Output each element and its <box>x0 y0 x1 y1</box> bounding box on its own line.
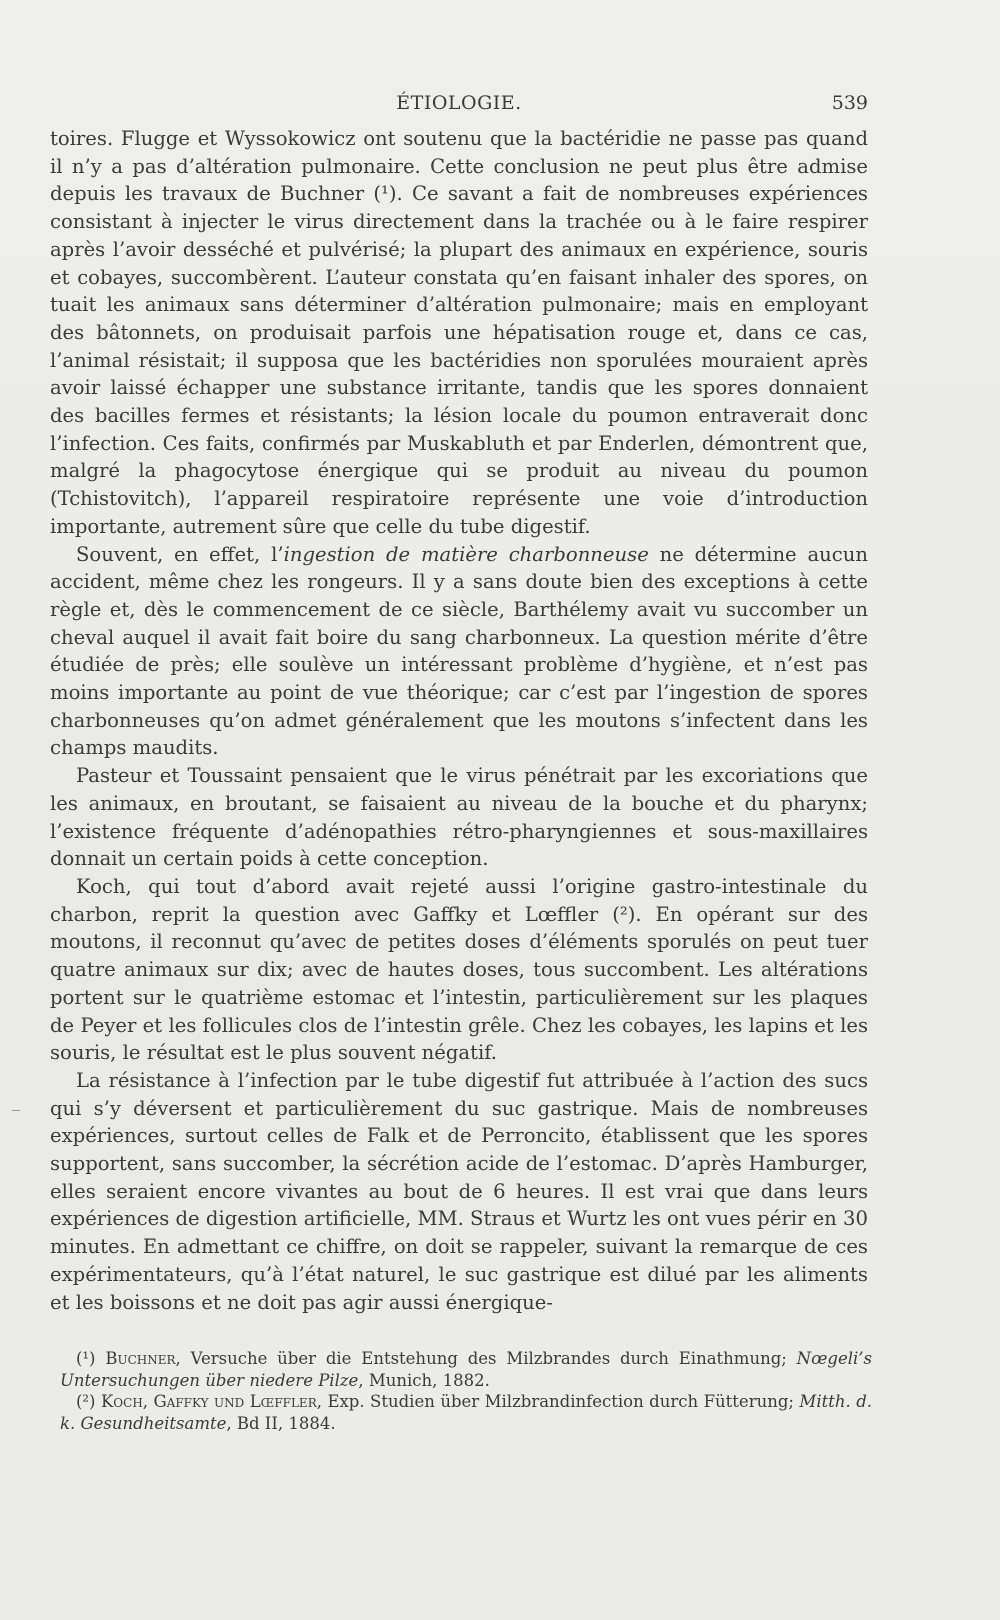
footnote-text: , Exp. Studien über Milzbrandinfection durch Fütterung; <box>316 1392 800 1411</box>
paragraph <box>50 541 868 763</box>
footnote <box>60 1391 872 1434</box>
page-header <box>50 88 868 118</box>
body-text <box>50 125 868 1316</box>
paragraph-text: ne détermine aucun accident, même chez les rongeurs. Il y a sans doute bien des exceptions à cette règle et, dès le commencement de ce siècle, Barthélemy avait vu succomber un cheval auquel il avait fait boire du sang charbonneux. La question mérite d’être étudiée de près; elle soulève un intéressant problème d’hygiène, et n’est pas moins importante au point de vue théorique; car c’est par l’ingestion de spores charbonneuses qu’on admet généralement que les moutons s’infectent dans les champs maudits. <box>50 542 868 760</box>
footnote-author: Buchner <box>105 1349 176 1368</box>
margin-mark <box>12 1110 20 1111</box>
footnote-title: Nœgeli’s Untersuchungen über niedere Pilze <box>60 1349 872 1390</box>
footnote-title: Mitth. d. k. Gesundheitsamte <box>60 1392 872 1433</box>
footnote-mark: (¹) <box>76 1349 96 1368</box>
footnote-author: Koch, Gaffky und Lœffler <box>100 1392 317 1411</box>
footnote-text: , Versuche über die Entstehung des Milzbrandes durch Einathmung; <box>175 1349 797 1368</box>
footnote-tail: , Munich, 1882. <box>358 1370 490 1390</box>
paragraph: toires. Flugge et Wyssokowicz ont soutenu que la bactéridie ne passe pas quand il n’y a pas d’altération pulmonaire. Cette conclusion ne peut plus être admise depuis les travaux de Buchner (¹). Ce savant a fait de nombreuses expériences consistant à injecter le virus directement dans la trachée ou à le faire respirer après l’avoir desséché et pulvérisé; la plupart des animaux en expérience, souris et cobayes, succombèrent. L’auteur constata qu’en faisant inhaler des spores, on tuait les animaux sans déterminer d’altération pulmonaire; mais en employant des bâtonnets, on produisait parfois une hépatisation rouge et, dans ce cas, l’animal résistait; il supposa que les bactéridies non sporulées mouraient après avoir laissé échapper une substance irritante, tandis que les spores donnaient des bacilles fermes et résistants; la lésion locale du poumon entraverait donc l’infection. Ces faits, confirmés par Muskabluth et par Enderlen, démontrent que, malgré la phagocytose énergique qui se produit au niveau du poumon (Tchistovitch), l’appareil respiratoire représente une voie d’introduction importante, autrement sûre que celle du tube digestif. <box>50 127 868 538</box>
paragraph: Koch, qui tout d’abord avait rejeté aussi l’origine gastro-intestinale du charbon, reprit la question avec Gaffky et Lœffler (²). En opérant sur des moutons, il reconnut qu’avec de petites doses d’éléments sporulés on peut tuer quatre animaux sur dix; avec de hautes doses, tous succombent. Les altérations portent sur le quatrième estomac et l’intestin, particulièrement sur les plaques de Peyer et les follicules clos de l’intestin grêle. Chez les cobayes, les lapins et les souris, le résultat est le plus souvent négatif. <box>50 874 868 1065</box>
footnote-tail: , Bd II, 1884. <box>226 1413 336 1433</box>
page-number: 539 <box>831 92 868 114</box>
italic-phrase: ingestion de matière charbonneuse <box>283 542 649 566</box>
footnote-mark: (²) <box>76 1392 96 1411</box>
paragraph: Pasteur et Toussaint pensaient que le virus pénétrait par les excoriations que les animaux, en broutant, se faisaient au niveau de la bouche et du pharynx; l’existence fréquente d’adénopathies rétro-pharyngiennes et sous-maxillaires donnait un certain poids à cette conception. <box>50 764 868 871</box>
running-title: ÉTIOLOGIE. <box>396 92 522 114</box>
footnote <box>60 1348 872 1391</box>
paragraph-text: Souvent, en effet, l’ <box>76 542 284 566</box>
footnotes <box>60 1348 872 1434</box>
paragraph: La résistance à l’infection par le tube digestif fut attribuée à l’action des sucs qui s’y déversent et particulièrement du suc gastrique. Mais de nombreuses expériences, surtout celles de Falk et de Perroncito, établissent que les spores supportent, sans succomber, la sécrétion acide de l’estomac. D’après Hamburger, elles seraient encore vivantes au bout de 6 heures. Il est vrai que dans leurs expériences de digestion artificielle, MM. Straus et Wurtz les ont vues périr en 30 minutes. En admettant ce chiffre, on doit se rappeler, suivant la remarque de ces expérimentateurs, qu’à l’état naturel, le suc gastrique est dilué par les aliments et les boissons et ne doit pas agir aussi énergique- <box>50 1068 868 1314</box>
